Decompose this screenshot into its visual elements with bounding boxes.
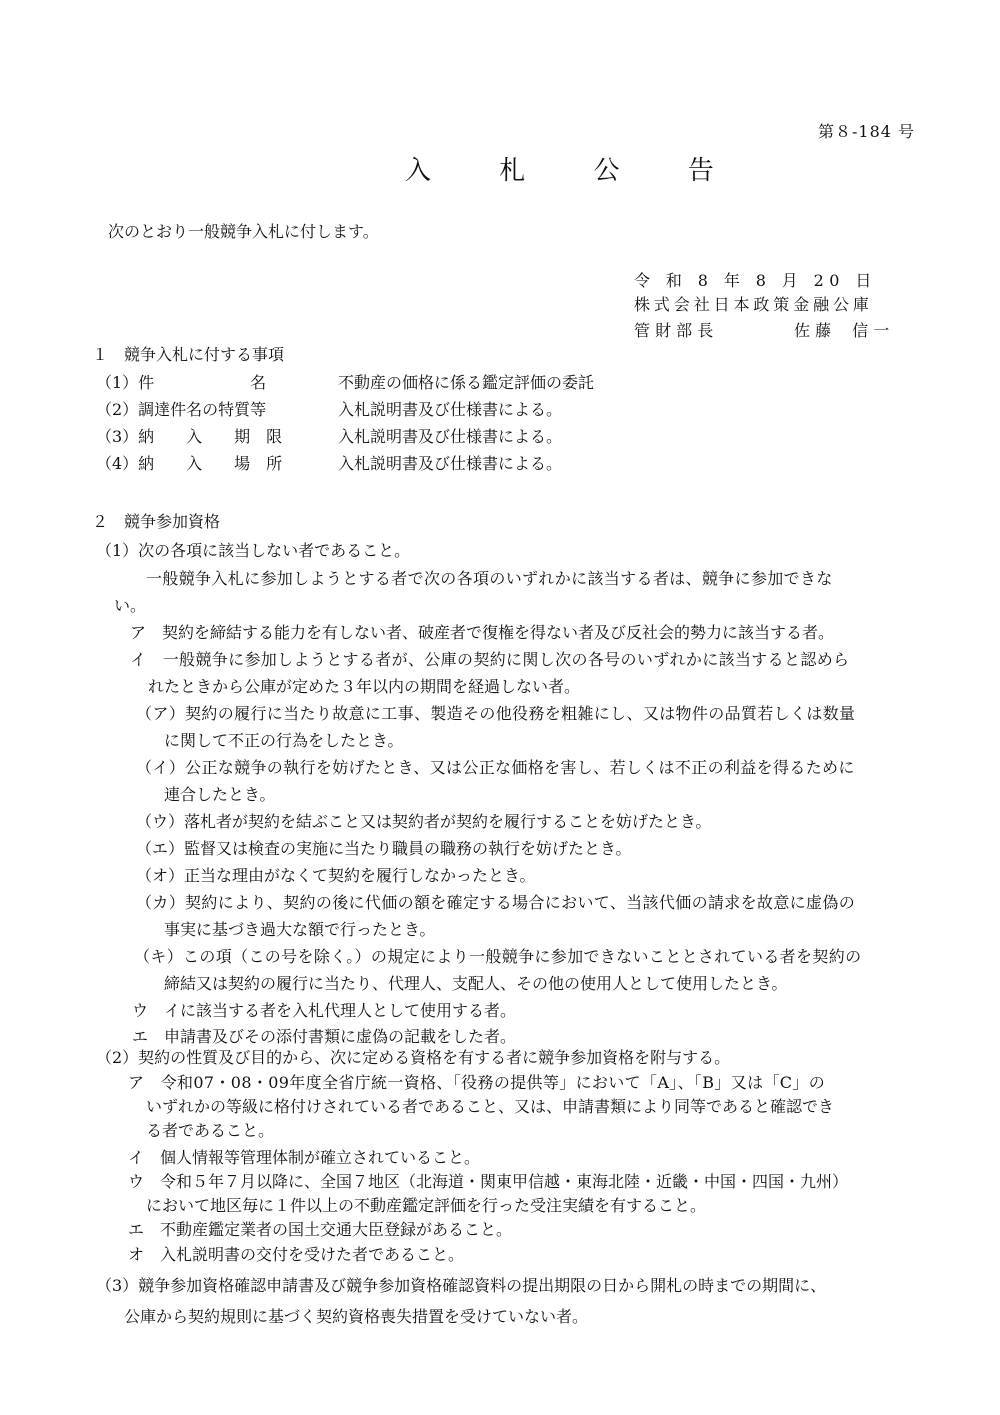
sub-item-u: （ウ）落札者が契約を結ぶこと又は契約者が契約を履行することを妨げたとき。 <box>136 812 712 831</box>
clause2-item-u-line2: において地区毎に１件以上の不動産鑑定評価を行った受注実績を有すること。 <box>146 1196 707 1215</box>
clause1-item-u: ウ イに該当する者を入札代理人として使用する者。 <box>132 1001 517 1020</box>
sub-item-i-line1: （イ）公正な競争の執行を妨げたとき、又は公正な価格を害し、若しくは不正の利益を得るために <box>136 758 855 777</box>
clause1-intro-line1: 一般競争入札に参加しようとする者で次の各項のいずれかに該当する者は、競争に参加できな <box>146 569 833 588</box>
clause3-line2: 公庫から契約規則に基づく契約資格喪失措置を受けていない者。 <box>124 1307 589 1326</box>
document-number: 第８-184 号 <box>818 122 916 141</box>
item3-value: 入札説明書及び仕様書による。 <box>338 427 563 446</box>
item2-value: 入札説明書及び仕様書による。 <box>338 400 563 419</box>
issuer-name: 佐 藤 信 一 <box>794 321 890 340</box>
item4-label: （4）納 入 場 所 <box>96 454 283 473</box>
sub-item-ki-line1: （キ）この項（この号を除く。）の規定により一般競争に参加できないこととされている者を契約の <box>134 947 862 966</box>
clause1-item-e: エ 申請書及びその添付書類に虚偽の記載をした者。 <box>132 1027 517 1046</box>
clause2-item-a-line1: ア 令和07・08・09年度全省庁統一資格、「役務の提供等」において「A」、「B」又は「C」の <box>128 1073 826 1092</box>
issuer-organization: 株式会社日本政策金融公庫 <box>634 295 873 314</box>
sub-item-a-line1: （ア）契約の履行に当たり故意に工事、製造その他役務を粗雑にし、又は物件の品質若しくは数量 <box>136 704 856 723</box>
sub-item-i-line2: 連合したとき。 <box>164 785 276 804</box>
sub-item-o: （オ）正当な理由がなくて契約を履行しなかったとき。 <box>136 866 536 885</box>
clause1-intro-line2: い。 <box>114 596 147 615</box>
section2-heading: ２ 競争参加資格 <box>92 512 221 531</box>
issue-date: 令 和 8 年 8 月 20 日 <box>634 271 877 290</box>
clause1-item-a: ア 契約を締結する能力を有しない者、破産者で復権を得ない者及び反社会的勢力に該当する者。 <box>130 623 835 642</box>
page-title: 入 札 公 告 <box>405 156 744 186</box>
sub-item-ki-line2: 締結又は契約の履行に当たり、代理人、支配人、その他の使用人として使用したとき。 <box>164 974 788 993</box>
clause2-item-a-line2: いずれかの等級に格付けされている者であること、又は、申請書類により同等であると確認でき <box>146 1097 835 1116</box>
clause2-item-e: エ 不動産鑑定業者の国土交通大臣登録があること。 <box>128 1220 513 1239</box>
item4-value: 入札説明書及び仕様書による。 <box>338 454 563 473</box>
issuer-person <box>634 321 889 342</box>
item1-label: （1）件 名 <box>96 373 267 392</box>
item1-value: 不動産の価格に係る鑑定評価の委託 <box>338 373 595 392</box>
clause1-item-i-line1: イ 一般競争に参加しようとする者が、公庫の契約に関し次の各号のいずれかに該当すると認めら <box>130 650 850 669</box>
intro-text: 次のとおり一般競争入札に付します。 <box>108 222 379 241</box>
clause1-item-i-line2: れたときから公庫が定めた３年以内の期間を経過しない者。 <box>148 677 581 696</box>
sub-item-ka-line1: （カ）契約により、契約の後に代価の額を確定する場合において、当該代価の請求を故意に虚偽の <box>136 893 856 912</box>
clause1-title: （1）次の各項に該当しない者であること。 <box>96 541 411 560</box>
sub-item-a-line2: に関して不正の行為をしたとき。 <box>164 731 404 750</box>
clause3-line1: （3）競争参加資格確認申請書及び競争参加資格確認資料の提出期限の日から開札の時までの期間に、 <box>96 1276 827 1295</box>
item3-label: （3）納 入 期 限 <box>96 427 283 446</box>
sub-item-e: （エ）監督又は検査の実施に当たり職員の職務の執行を妨げたとき。 <box>136 839 632 858</box>
sub-item-ka-line2: 事実に基づき過大な額で行ったとき。 <box>164 920 436 939</box>
item2-label: （2）調達件名の特質等 <box>96 400 267 419</box>
section1-heading: １ 競争入札に付する事項 <box>92 345 285 364</box>
clause2-item-i: イ 個人情報等管理体制が確立されていること。 <box>128 1148 481 1167</box>
issuer-position: 管 財 部 長 <box>634 321 714 340</box>
clause2-title: （2）契約の性質及び目的から、次に定める資格を有する者に競争参加資格を附与する。 <box>96 1048 731 1067</box>
clause2-item-a-line3: る者であること。 <box>146 1121 275 1140</box>
clause2-item-u-line1: ウ 令和５年７月以降に、全国７地区（北海道・関東甲信越・東海北陸・近畿・中国・四国・九州） <box>128 1172 849 1191</box>
clause2-item-o: オ 入札説明書の交付を受けた者であること。 <box>128 1245 465 1264</box>
